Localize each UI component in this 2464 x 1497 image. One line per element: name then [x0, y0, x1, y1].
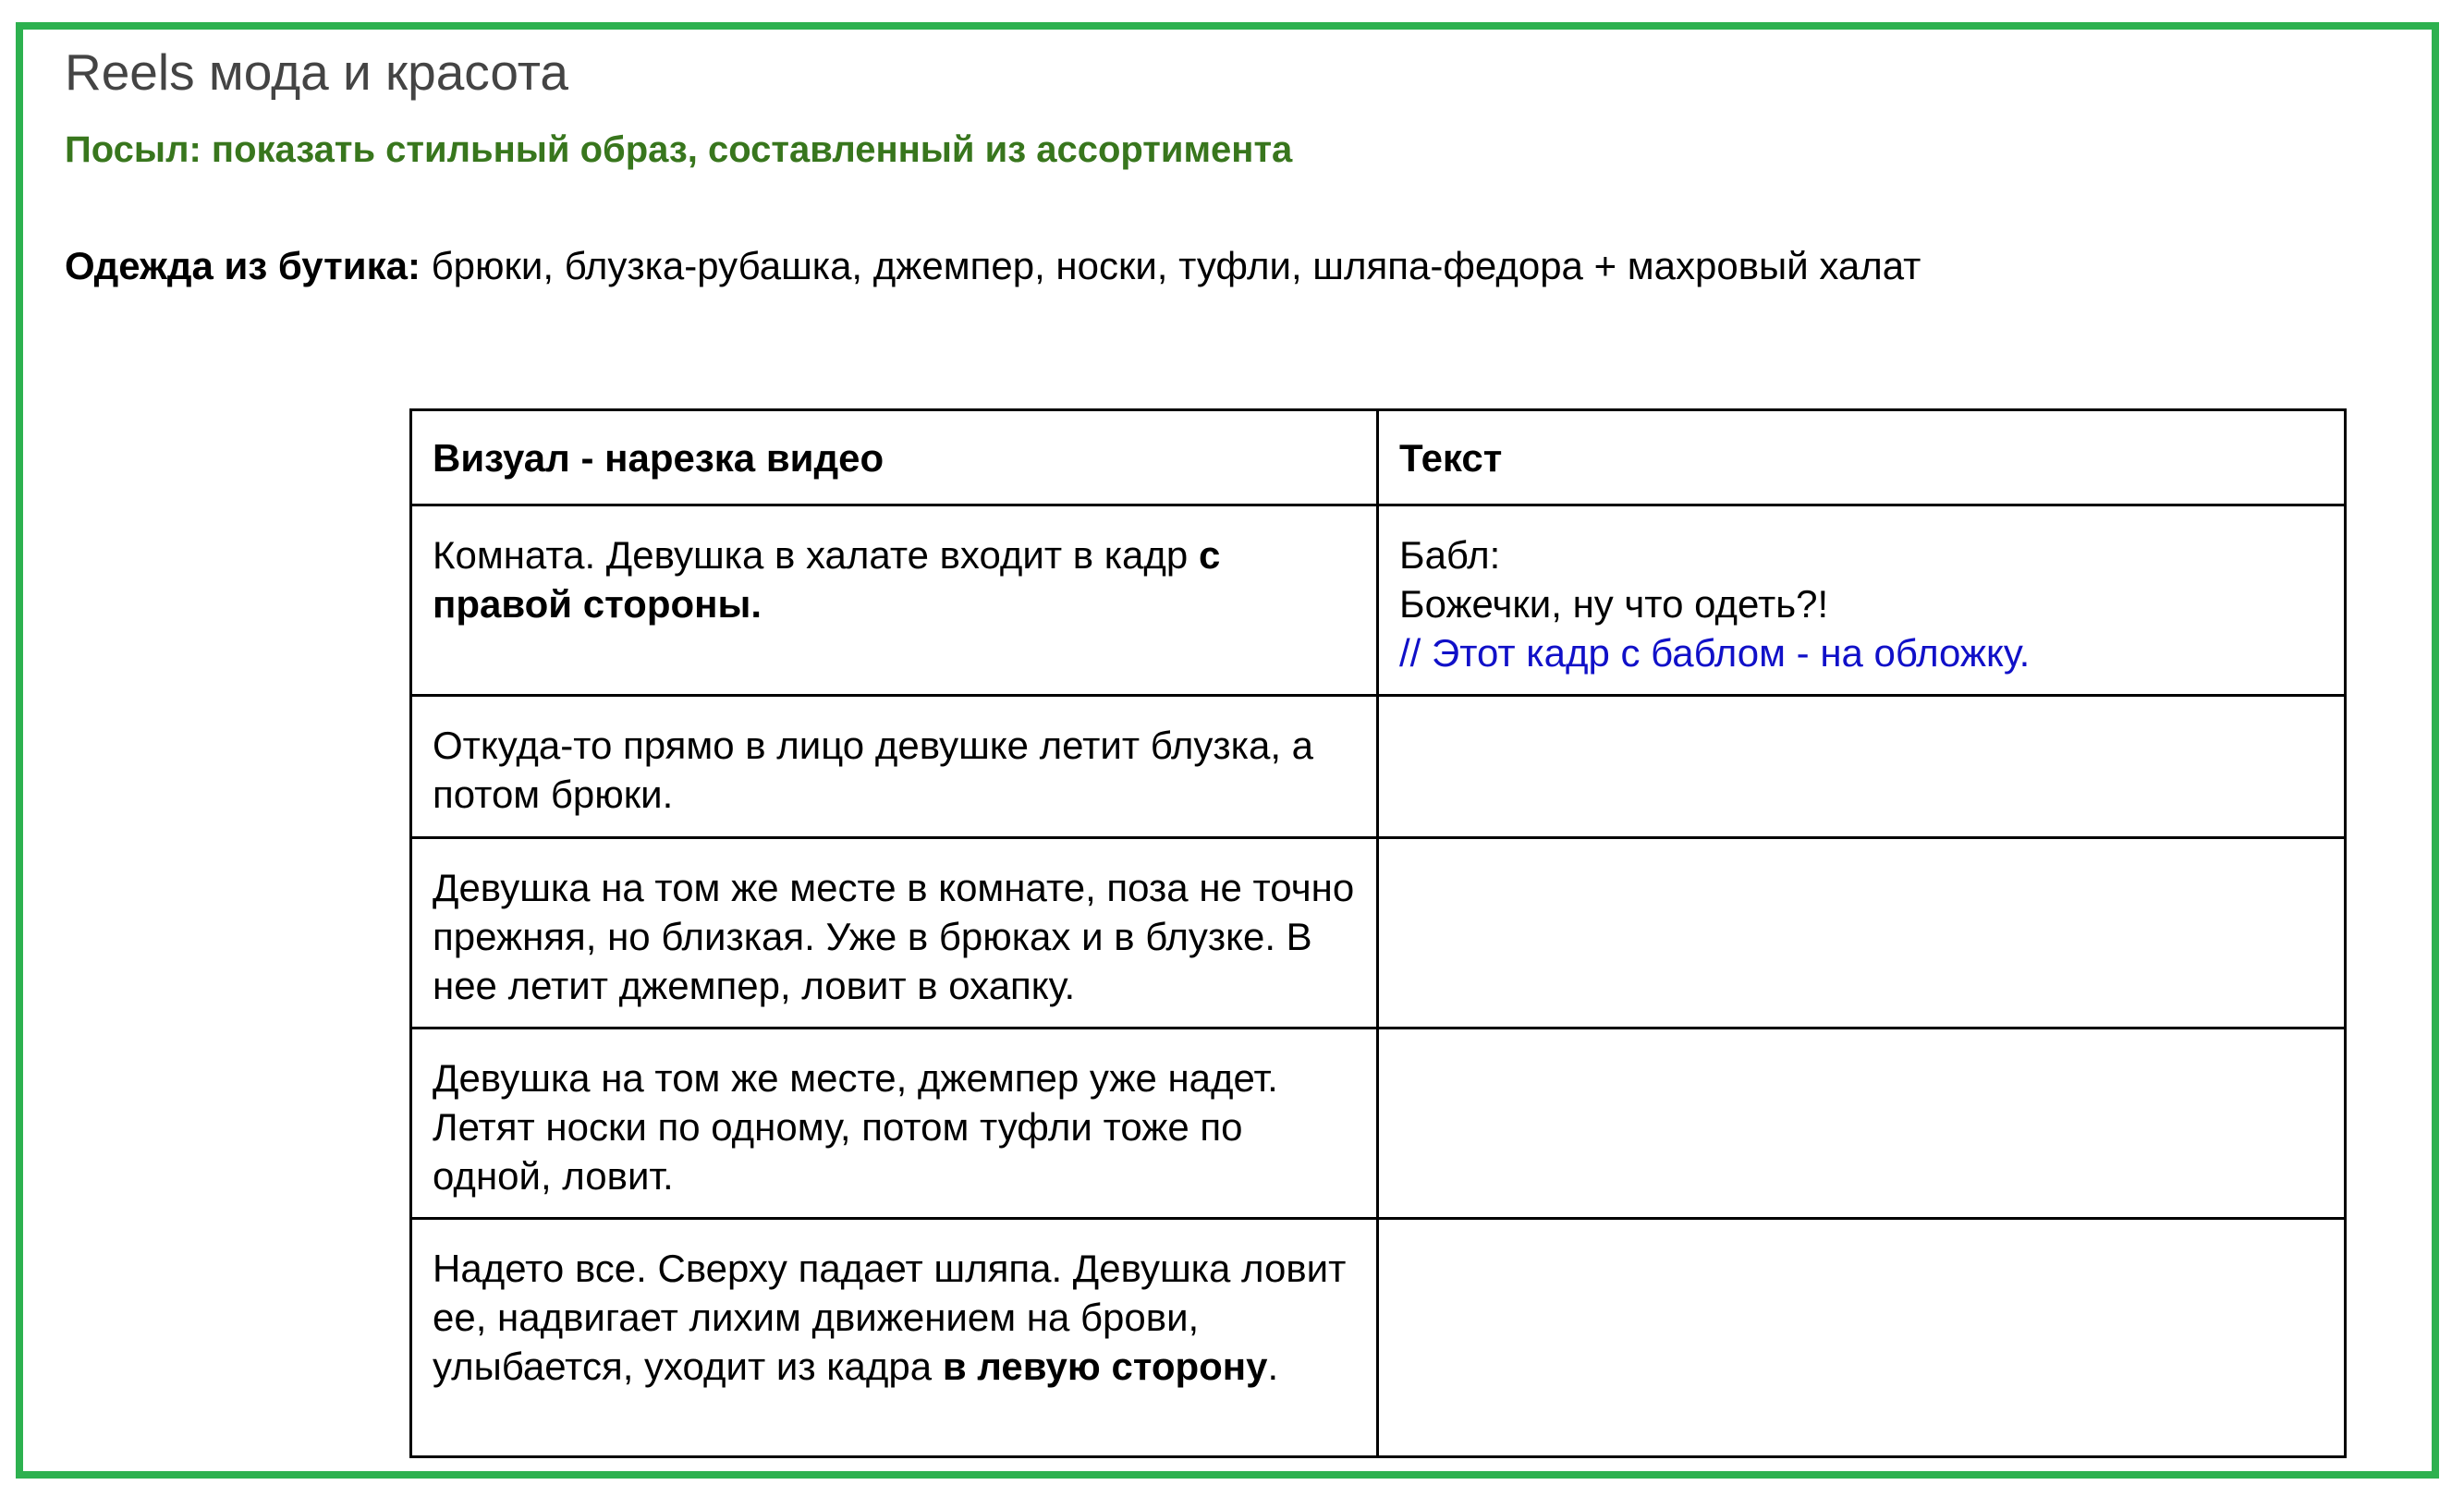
text-cell[interactable]: [1378, 838, 2346, 1028]
text-cell[interactable]: [1378, 696, 2346, 838]
visual-tail: .: [1267, 1345, 1279, 1388]
header-text: Текст: [1378, 410, 2346, 505]
cover-note: // Этот кадр с баблом - на обложку.: [1399, 631, 2031, 675]
visual-text: Надето все. Сверху падает шляпа. Девушка ловит ее, надвигает лихим движением на брови, улыбается, уходит из кадра: [433, 1247, 1347, 1388]
visual-cell[interactable]: [411, 1219, 1378, 1457]
clothes-line: [65, 244, 1921, 288]
visual-cell[interactable]: [411, 838, 1378, 1028]
message-line: Посыл: показать стильный образ, составленный из ассортимента: [65, 129, 1293, 170]
visual-cell[interactable]: [411, 505, 1378, 696]
bubble-text: Божечки, ну что одеть?!: [1399, 582, 1829, 626]
visual-bold-text: в левую сторону: [942, 1345, 1268, 1388]
table-row: [411, 838, 2346, 1028]
text-cell[interactable]: [1378, 1028, 2346, 1219]
table-row: [411, 1028, 2346, 1219]
visual-bold-text: с правой стороны.: [433, 533, 1221, 626]
visual-text: Комната. Девушка в халате входит в кадр: [433, 533, 1199, 577]
visual-text: Девушка на том же месте, джемпер уже надет. Летят носки по одному, потом туфли тоже по одной, ловит.: [433, 1056, 1278, 1198]
visual-cell[interactable]: [411, 1028, 1378, 1219]
visual-text: Откуда-то прямо в лицо девушке летит блузка, а потом брюки.: [433, 724, 1314, 816]
table-row: [411, 696, 2346, 838]
document-title: Reels мода и красота: [65, 43, 568, 101]
table-row: [411, 505, 2346, 696]
visual-cell[interactable]: [411, 696, 1378, 838]
text-cell[interactable]: [1378, 1219, 2346, 1457]
bubble-label: Бабл:: [1399, 533, 1501, 577]
text-cell[interactable]: [1378, 505, 2346, 696]
table-header-row: [411, 410, 2346, 505]
clothes-items: брюки, блузка-рубашка, джемпер, носки, туфли, шляпа-федора + махровый халат: [420, 244, 1921, 287]
clothes-label: Одежда из бутика:: [65, 244, 421, 287]
table-row: [411, 1219, 2346, 1457]
script-table: [409, 408, 2347, 1458]
visual-text: Девушка на том же месте в комнате, поза не точно прежняя, но близкая. Уже в брюках и в блузке. В нее летит джемпер, ловит в охапку.: [433, 866, 1355, 1007]
header-visual: Визуал - нарезка видео: [411, 410, 1378, 505]
